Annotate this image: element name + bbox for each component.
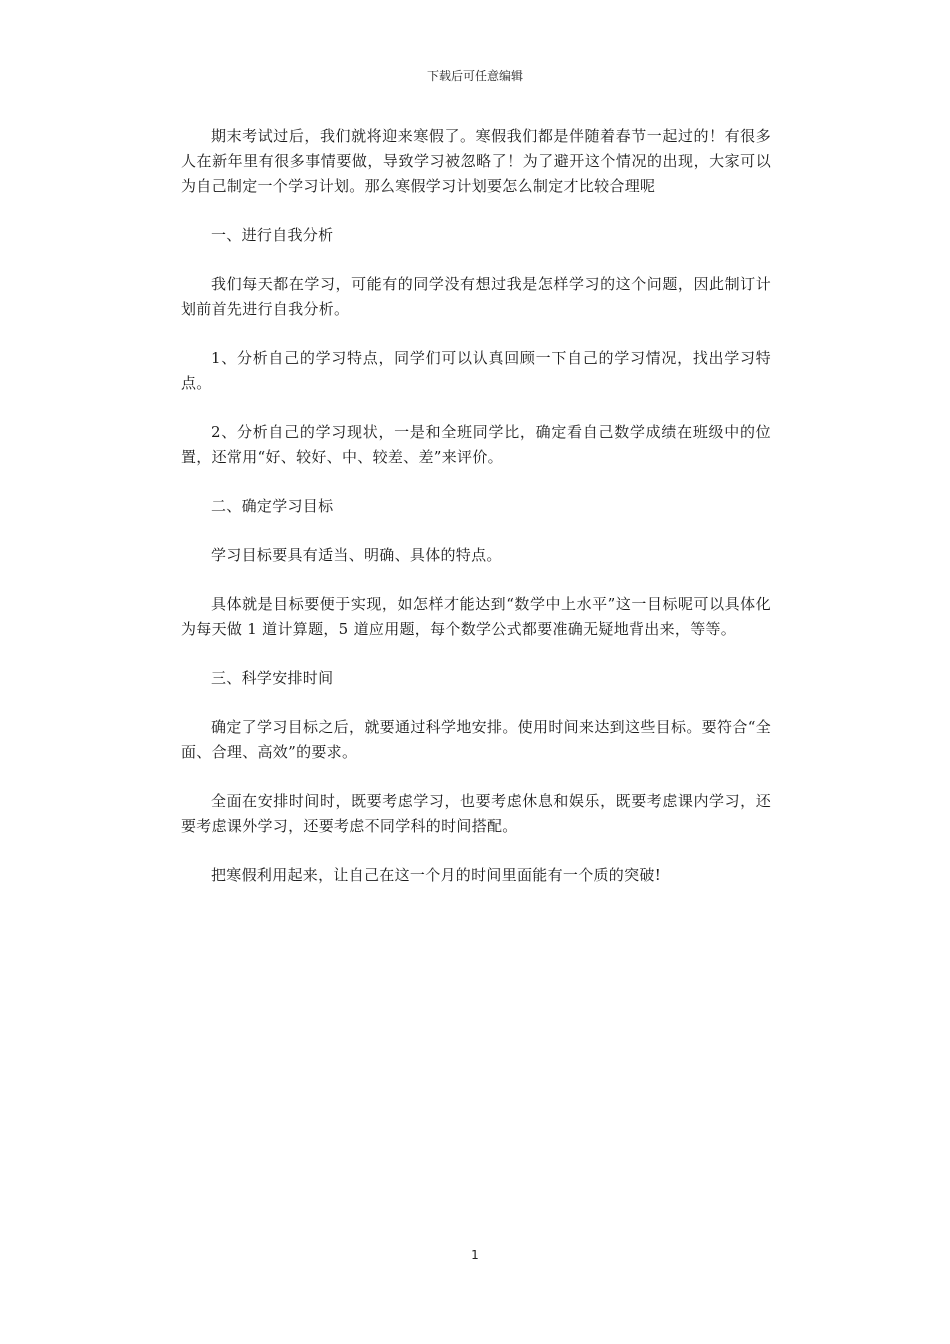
intro-paragraph: 期末考试过后，我们就将迎来寒假了。寒假我们都是伴随着春节一起过的！有很多人在新年里有很多事情要做，导致学习被忽略了！为了避开这个情况的出现，大家可以为自己制定一个学习计划。那么寒假学习计划要怎么制定才比较合理呢 xyxy=(181,127,771,195)
body-paragraph: 具体就是目标要便于实现，如怎样才能达到“数学中上水平”这一目标呢可以具体化为每天做 1 道计算题，5 道应用题，每个数学公式都要准确无疑地背出来，等等。 xyxy=(181,595,771,638)
page-number: 1 xyxy=(471,1248,479,1262)
body-paragraph: 全面在安排时间时，既要考虑学习，也要考虑休息和娱乐，既要考虑课内学习，还要考虑课外学习，还要考虑不同学科的时间搭配。 xyxy=(181,792,771,835)
body-paragraph: 学习目标要具有适当、明确、具体的特点。 xyxy=(211,546,502,564)
page-header: 下载后可任意编辑 xyxy=(426,69,523,83)
body-paragraph: 我们每天都在学习，可能有的同学没有想过我是怎样学习的这个问题，因此制订计划前首先进行自我分析。 xyxy=(181,275,771,318)
body-paragraph: 2、分析自己的学习现状，一是和全班同学比，确定看自己数学成绩在班级中的位置，还常用“好、较好、中、较差、差”来评价。 xyxy=(181,423,771,466)
body-paragraph: 确定了学习目标之后，就要通过科学地安排。使用时间来达到这些目标。要符合“全面、合理、高效”的要求。 xyxy=(181,718,771,761)
section-heading-2: 二、确定学习目标 xyxy=(211,497,334,515)
section-heading-1: 一、进行自我分析 xyxy=(211,226,334,244)
body-paragraph: 1、分析自己的学习特点，同学们可以认真回顾一下自己的学习情况，找出学习特点。 xyxy=(181,349,771,392)
section-heading-3: 三、科学安排时间 xyxy=(211,669,334,687)
document-body xyxy=(181,124,771,912)
closing-paragraph: 把寒假利用起来，让自己在这一个月的时间里面能有一个质的突破! xyxy=(211,866,662,884)
